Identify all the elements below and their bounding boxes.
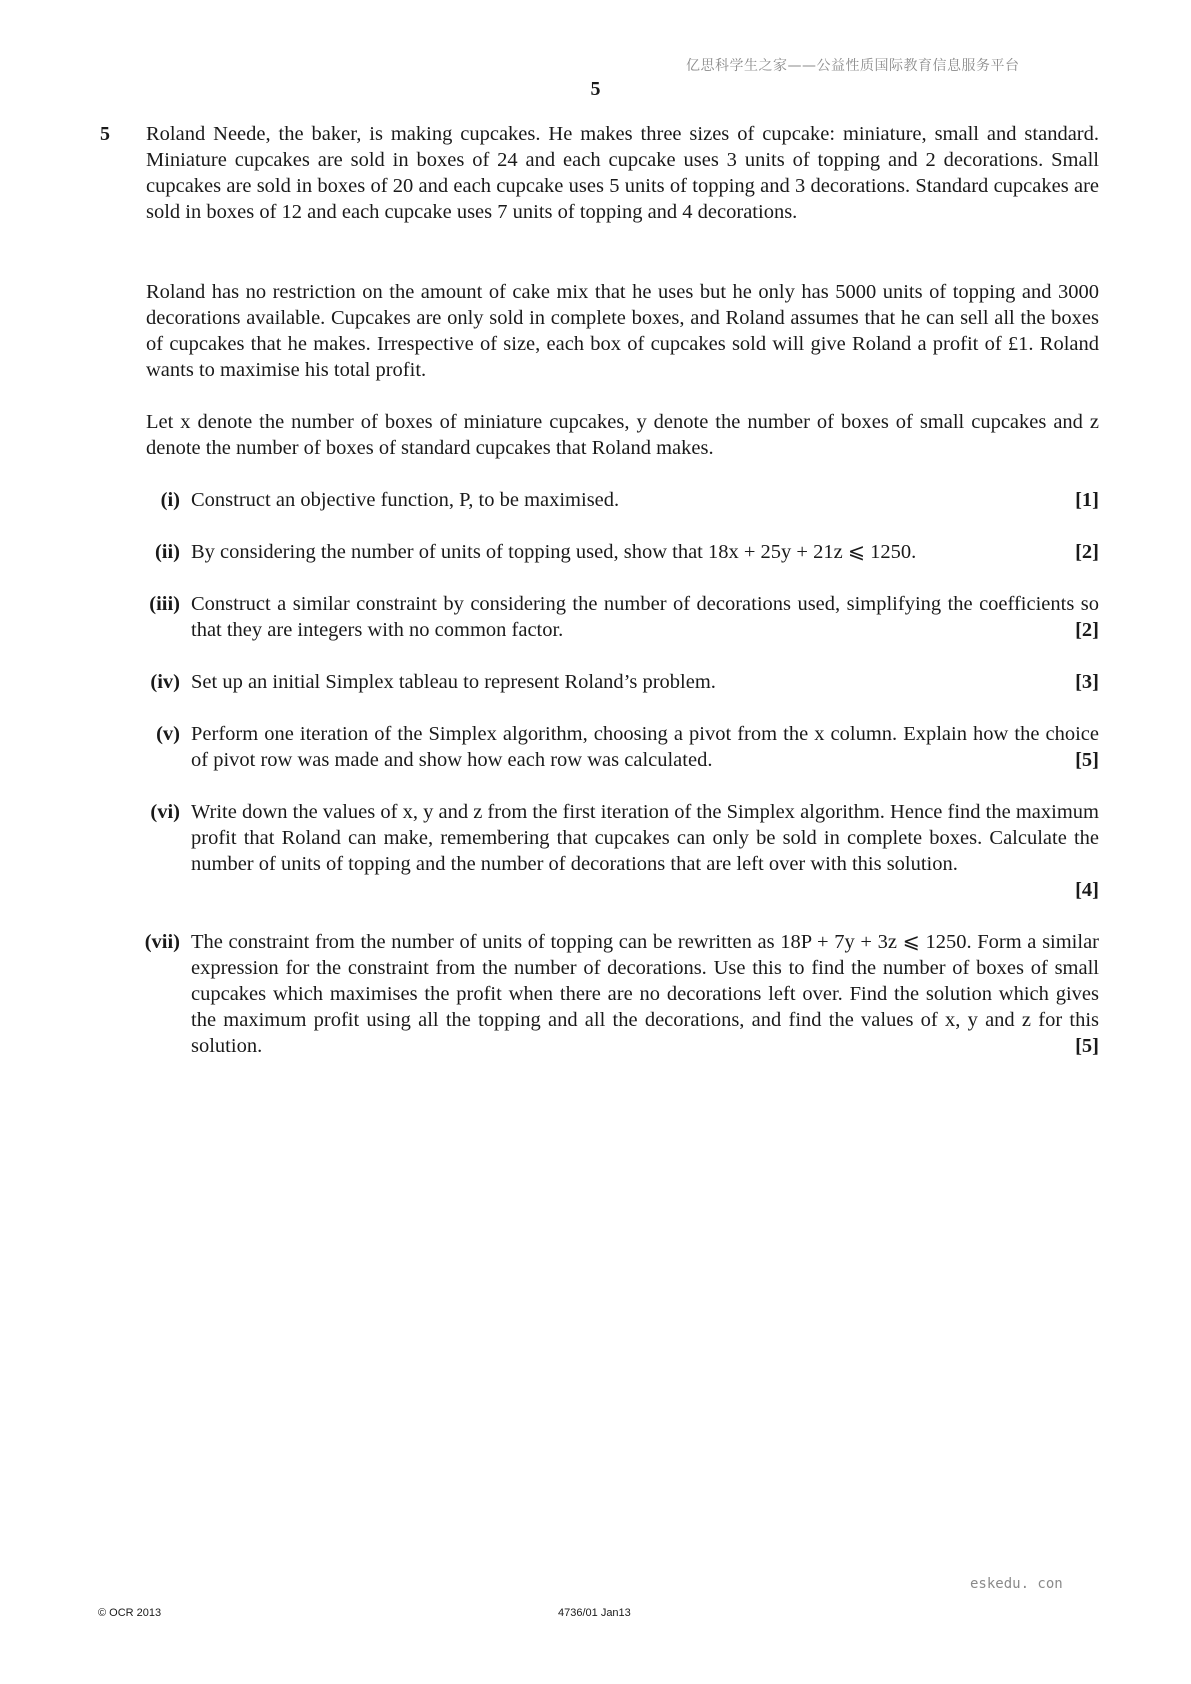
footer-copyright: © OCR 2013 bbox=[98, 1607, 162, 1619]
part-text: By considering the number of units of topping used, show that 18x + 25y + 21z ⩽ 1250. bbox=[191, 541, 917, 563]
question-number: 5 bbox=[100, 123, 110, 145]
part-text: The constraint from the number of units of topping can be rewritten as 18P + 7y + 3z ⩽ 1250. Form a similar expression for the constraint from the number of decorations. Use this to find the number of boxes of small cupcakes which maximises the profit when there are no decorations left over. Find the solution which gives the maximum profit using all the topping and all the decorations, and find the values of x, y and z for this solution. bbox=[191, 931, 1099, 1057]
footer-paper-code: 4736/01 Jan13 bbox=[558, 1607, 631, 1619]
part-label: (v) bbox=[156, 723, 180, 745]
part-label: (ii) bbox=[154, 541, 180, 563]
part-text: Perform one iteration of the Simplex algorithm, choosing a pivot from the x column. Explain how the choice of pivot row was made and show how each row was calculated. bbox=[191, 723, 1099, 771]
intro-paragraph-2: Roland has no restriction on the amount of cake mix that he uses but he only has 5000 units of topping and 3000 decorations available. Cupcakes are only sold in complete boxes, and Roland assumes that he can sell all the boxes of cupcakes that he makes. Irrespective of size, each box of cupcakes sold will give Roland a profit of £1. Roland wants to maximise his total profit. bbox=[146, 281, 1099, 381]
intro-paragraph-1: Roland Neede, the baker, is making cupcakes. He makes three sizes of cupcake: miniature, small and standard. Miniature cupcakes are sold in boxes of 24 and each cupcake uses 3 units of topping and 2 decorations. Small cupcakes are sold in boxes of 20 and each cupcake uses 5 units of topping and 3 decorations. Standard cupcakes are sold in boxes of 12 and each cupcake uses 7 units of topping and 4 decorations. bbox=[146, 123, 1099, 223]
part-marks: [2] bbox=[1075, 541, 1099, 563]
part-marks: [1] bbox=[1075, 489, 1099, 511]
part-label: (iv) bbox=[150, 671, 180, 693]
intro-paragraph-3: Let x denote the number of boxes of miniature cupcakes, y denote the number of boxes of small cupcakes and z denote the number of boxes of standard cupcakes that Roland makes. bbox=[146, 411, 1099, 459]
watermark-top: 亿思科学生之家——公益性质国际教育信息服务平台 bbox=[686, 58, 1020, 74]
part-marks: [5] bbox=[1075, 749, 1099, 771]
part-label: (iii) bbox=[149, 593, 180, 615]
part-marks: [5] bbox=[1075, 1035, 1099, 1057]
part-marks: [2] bbox=[1075, 619, 1099, 641]
part-marks: [4] bbox=[1075, 879, 1099, 901]
part-label: (i) bbox=[160, 489, 180, 511]
watermark-bottom: eskedu. con bbox=[970, 1576, 1063, 1592]
part-text: Write down the values of x, y and z from the first iteration of the Simplex algorithm. Hence find the maximum profit that Roland can make, remembering that cupcakes can only be sold in complete boxes. Calculate the number of units of topping and the number of decorations that are left over with this solution. bbox=[191, 801, 1099, 875]
part-label: (vii) bbox=[144, 931, 180, 953]
part-text: Construct an objective function, P, to be maximised. bbox=[191, 489, 620, 511]
part-label: (vi) bbox=[150, 801, 180, 823]
page-number: 5 bbox=[590, 78, 601, 100]
part-marks: [3] bbox=[1075, 671, 1099, 693]
part-text: Set up an initial Simplex tableau to represent Roland’s problem. bbox=[191, 671, 716, 693]
part-text: Construct a similar constraint by considering the number of decorations used, simplifying the coefficients so that they are integers with no common factor. bbox=[191, 593, 1099, 641]
